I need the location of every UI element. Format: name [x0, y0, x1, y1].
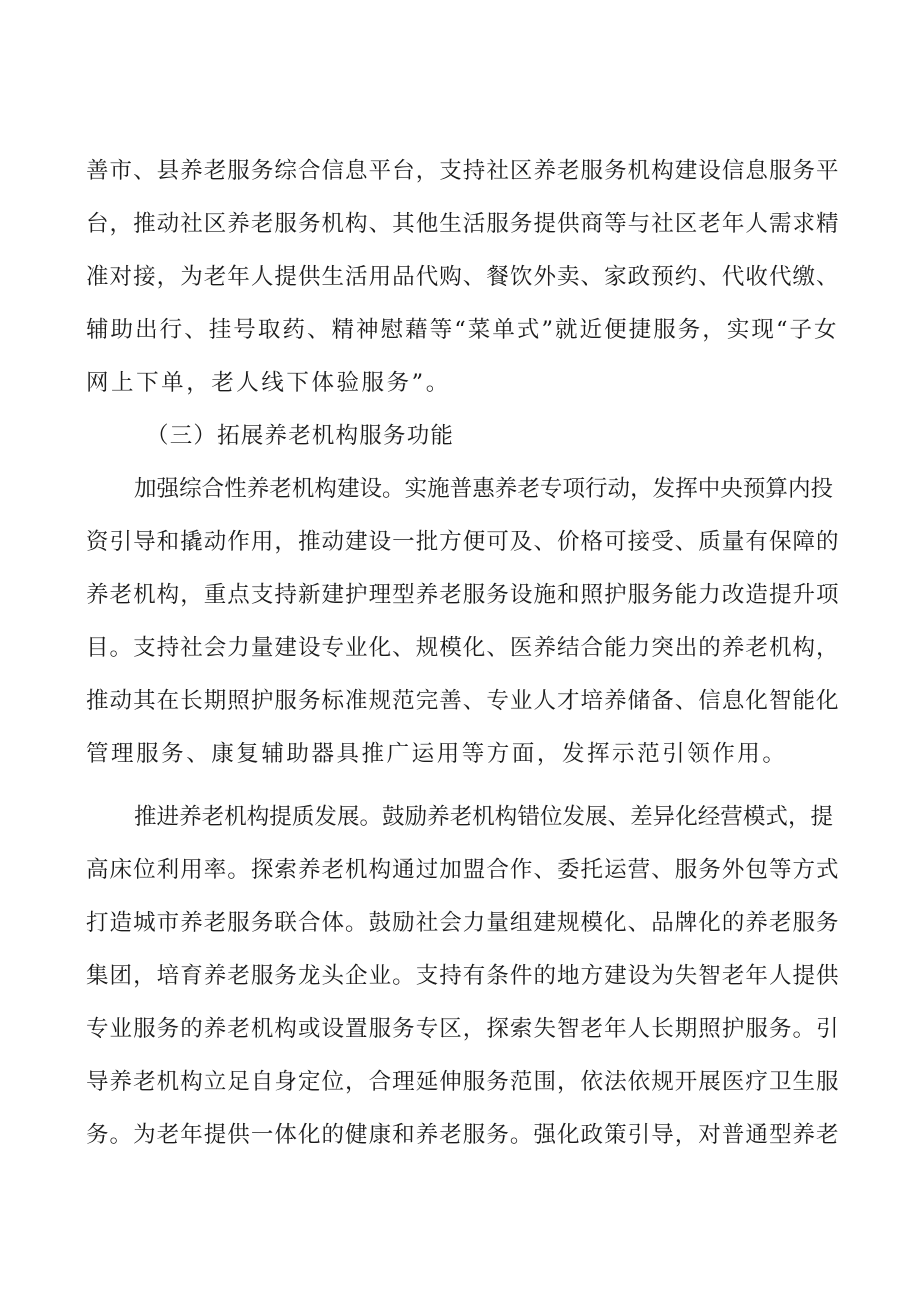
paragraph-line: 高床位利用率。探索养老机构通过加盟合作、委托运营、服务外包等方式	[86, 857, 840, 883]
paragraph-line: 养老机构，重点支持新建护理型养老服务设施和照护服务能力改造提升项	[86, 582, 840, 608]
paragraph-line: 集团，培育养老服务龙头企业。支持有条件的地方建设为失智老年人提供	[86, 963, 840, 989]
paragraph-line: 辅助出行、挂号取药、精神慰藉等“菜单式”就近便捷服务，实现“子女	[86, 317, 839, 343]
paragraph-line: 推动其在长期照护服务标准规范完善、专业人才培养储备、信息化智能化	[86, 688, 840, 714]
section-heading: （三）拓展养老机构服务功能	[146, 423, 455, 449]
paragraph-1	[86, 145, 840, 410]
paragraph-line: 导养老机构立足自身定位，合理延伸服务范围，依法依规开展医疗卫生服	[86, 1069, 840, 1095]
paragraph-line: 加强综合性养老机构建设。实施普惠养老专项行动，发挥中央预算内投	[134, 476, 834, 502]
paragraph-line: 善市、县养老服务综合信息平台，支持社区养老服务机构建设信息服务平	[86, 158, 840, 184]
paragraph-line: 务。为老年提供一体化的健康和养老服务。强化政策引导，对普通型养老	[86, 1122, 840, 1148]
document-page	[86, 145, 840, 1162]
paragraph-line: 网上下单，老人线下体验服务”。	[86, 370, 451, 396]
paragraph-line: 资引导和撬动作用，推动建设一批方便可及、价格可接受、质量有保障的	[86, 529, 840, 555]
paragraph-spacer	[86, 781, 840, 791]
paragraph-3	[86, 791, 840, 1162]
paragraph-line: 打造城市养老服务联合体。鼓励社会力量组建规模化、品牌化的养老服务	[86, 910, 840, 936]
paragraph-line: 推进养老机构提质发展。鼓励养老机构错位发展、差异化经营模式，提	[134, 804, 834, 830]
paragraph-2	[86, 463, 840, 781]
paragraph-line: 准对接，为老年人提供生活用品代购、餐饮外卖、家政预约、代收代缴、	[86, 264, 840, 290]
paragraph-line: 目。支持社会力量建设专业化、规模化、医养结合能力突出的养老机构，	[86, 635, 840, 661]
paragraph-line: 管理服务、康复辅助器具推广运用等方面，发挥示范引领作用。	[86, 741, 788, 767]
paragraph-line: 专业服务的养老机构或设置服务专区，探索失智老年人长期照护服务。引	[86, 1016, 840, 1042]
paragraph-line: 台，推动社区养老服务机构、其他生活服务提供商等与社区老年人需求精	[86, 211, 840, 237]
